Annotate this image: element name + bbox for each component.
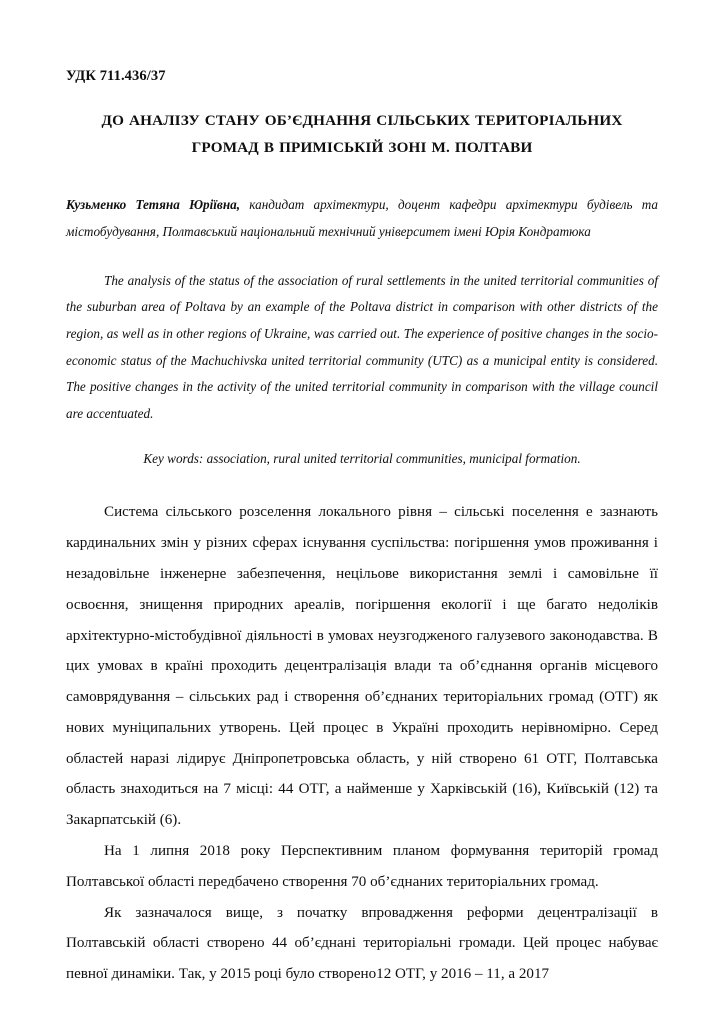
title-line-1: ДО АНАЛІЗУ СТАНУ ОБ’ЄДНАННЯ СІЛЬСЬКИХ ТЕРИТОРІАЛЬНИХ bbox=[101, 112, 623, 130]
page-content bbox=[66, 0, 658, 990]
body-paragraph-2: На 1 липня 2018 року Перспективним планом формування територій громад Полтавської області передбачено створення 70 об’єднаних територіальних громад. bbox=[66, 842, 658, 890]
body-paragraph-1: Система сільського розселення локального рівня – сільські поселення е зазнають кардинальних змін у різних сферах існування суспільства: погіршення умов проживання і незадовільне інженерне забезпечення, нецільове використання землі і самовільне її освоєння, знищення природних ареалів, погіршення екології і ще багато недоліків архітектурно-містобудівної діяльності в умовах неузгодженого галузевого законодавства. В цих умовах в країні проходить децентралізація влади та об’єднання органів місцевого самоврядування – сільських рад і створення об’єднаних територіальних громад (ОТГ) як нових муніципальних утворень. Цей процес в Україні проходить нерівномірно. Серед областей наразі лідирує Дніпропетровська область, у ній створено 61 ОТГ, Полтавська область знаходиться на 7 місці: 44 ОТГ, а найменше у Харківській (16), Київській (12) та Закарпатській (6). bbox=[66, 504, 658, 829]
body-paragraph-3: Як зазначалося вище, з початку впровадження реформи децентралізації в Полтавській області створено 44 об’єднані територіальні громади. Цей процес набуває певної динаміки. Так, у 2015 році було створено12 ОТГ, у 2016 – 11, а 2017 bbox=[66, 904, 658, 983]
page-title bbox=[66, 85, 658, 161]
keywords-line: Key words: association, rural united territorial communities, municipal formation. bbox=[143, 450, 581, 466]
author-affiliation: кандидат архітектури, доцент кафедри архітектури будівель та містобудування, Полтавський національний технічний університет імені Юрія Кондратюка bbox=[66, 197, 658, 240]
title-line-2: ГРОМАД В ПРИМІСЬКІЙ ЗОНІ М. ПОЛТАВИ bbox=[191, 139, 533, 157]
udc-code: УДК 711.436/37 bbox=[66, 68, 166, 84]
author-affiliation-block bbox=[66, 161, 658, 245]
abstract-text: The analysis of the status of the association of rural settlements in the united territorial communities of the suburban area of Poltava by an example of the Poltava district in comparison with other districts of the region, as well as in other regions of Ukraine, was carried out. The experience of positive changes in the socio-economic status of the Machuchivska united territorial community (UTC) as a municipal entity is considered. The positive changes in the activity of the united territorial community in comparison with the village council are accentuated. bbox=[66, 272, 658, 422]
author-name: Кузьменко Тетяна Юріївна, bbox=[66, 197, 241, 213]
